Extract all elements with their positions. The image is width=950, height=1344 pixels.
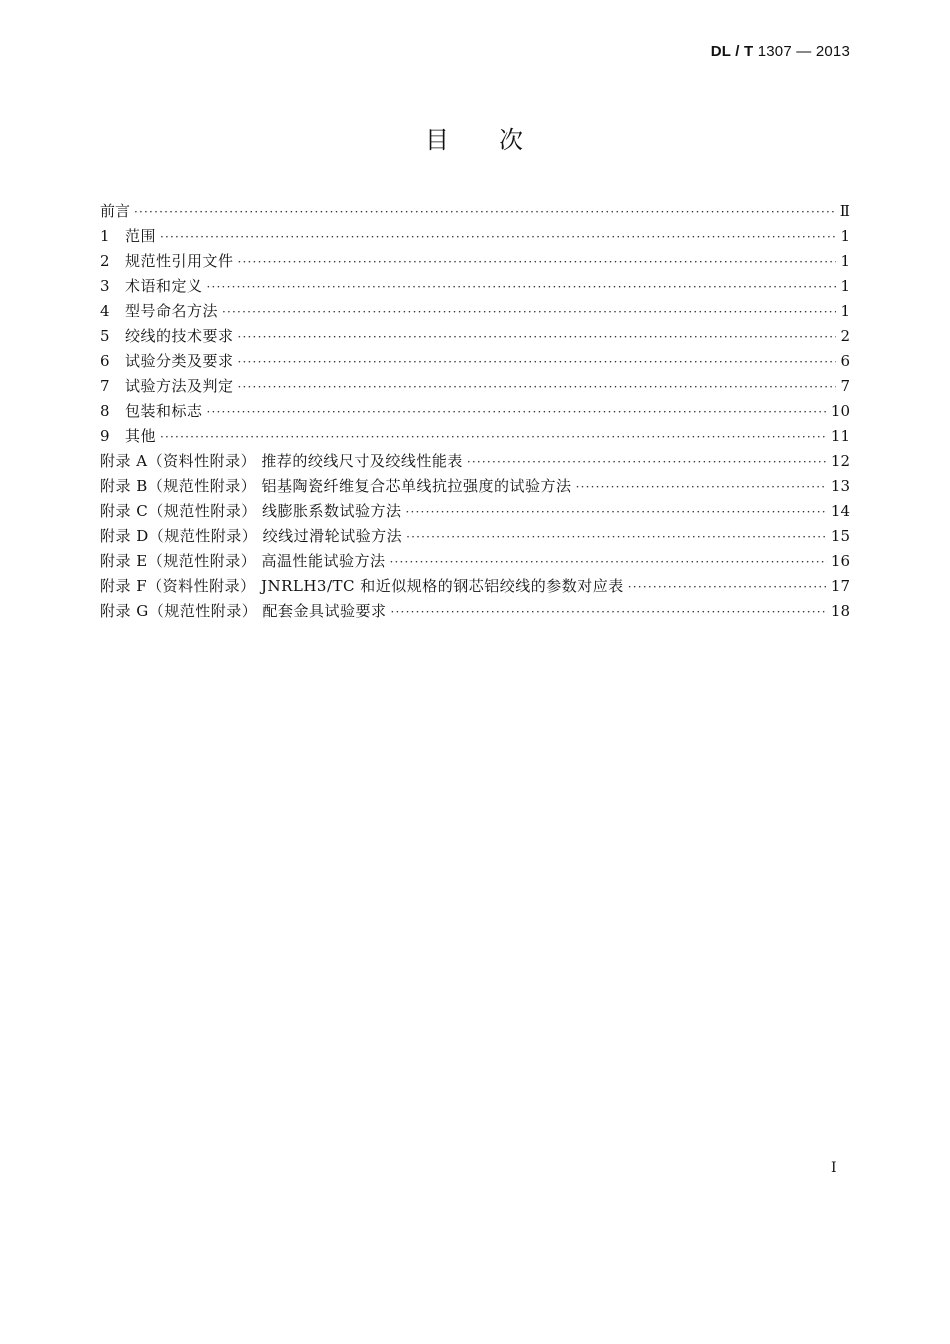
toc-section-number: 9	[100, 427, 110, 445]
toc-page-number: 17	[830, 577, 850, 595]
dot-leader	[390, 550, 827, 575]
toc-page-number: 12	[830, 452, 850, 470]
toc-entry-text: 绞线的技术要求	[125, 327, 234, 345]
toc-entry-text: 试验分类及要求	[125, 352, 234, 370]
toc-entry-terms[interactable]	[100, 274, 850, 299]
standard-code	[711, 43, 850, 60]
dot-leader	[160, 425, 827, 450]
dot-leader	[238, 325, 837, 350]
toc-entry-text: 试验方法及判定	[125, 377, 234, 395]
toc-page-number: Ⅱ	[839, 202, 850, 220]
toc-entry-text: 其他	[125, 427, 157, 445]
toc-page-number: 1	[840, 277, 850, 295]
dot-leader	[467, 450, 827, 475]
toc-entry-annex-g[interactable]	[100, 599, 850, 624]
toc-entry-annex-f[interactable]	[100, 574, 850, 599]
toc-entry-text: 附录 C（规范性附录） 线膨胀系数试验方法	[100, 502, 402, 520]
dot-leader	[238, 350, 837, 375]
page-title	[0, 120, 950, 155]
toc-page-number: 1	[840, 252, 850, 270]
toc-entry-test-methods[interactable]	[100, 374, 850, 399]
toc-entry-model-naming[interactable]	[100, 299, 850, 324]
toc-page-number: 7	[840, 377, 850, 395]
toc-entry-normative-references[interactable]	[100, 249, 850, 274]
dot-leader	[391, 600, 827, 625]
footer-page-number: I	[831, 1160, 837, 1176]
toc-entry-text: 型号命名方法	[125, 302, 219, 320]
toc-section-number: 3	[100, 277, 110, 295]
toc-entry-technical-requirements[interactable]	[100, 324, 850, 349]
toc-section-number: 7	[100, 377, 110, 395]
table-of-contents	[100, 199, 850, 624]
title-char-2: 次	[499, 126, 525, 154]
toc-page-number: 15	[830, 527, 850, 545]
toc-page-number: 10	[830, 402, 850, 420]
toc-page-number: 1	[840, 227, 850, 245]
toc-entry-annex-e[interactable]	[100, 549, 850, 574]
toc-entry-scope[interactable]	[100, 224, 850, 249]
toc-entry-packaging[interactable]	[100, 399, 850, 424]
toc-entry-text: 范围	[125, 227, 157, 245]
dot-leader	[222, 300, 836, 325]
toc-section-number: 4	[100, 302, 110, 320]
toc-entry-text: 包装和标志	[125, 402, 203, 420]
toc-page-number: 14	[830, 502, 850, 520]
standard-number: 1307 — 2013	[757, 43, 850, 60]
toc-section-number: 5	[100, 327, 110, 345]
toc-entry-text: 规范性引用文件	[125, 252, 234, 270]
toc-entry-text: 附录 A（资料性附录） 推荐的绞线尺寸及绞线性能表	[100, 452, 463, 470]
toc-page-number: 13	[830, 477, 850, 495]
toc-entry-annex-a[interactable]	[100, 449, 850, 474]
standard-prefix: DL / T	[710, 43, 754, 60]
toc-section-number: 1	[100, 227, 110, 245]
dot-leader	[406, 500, 827, 525]
dot-leader	[134, 200, 836, 225]
title-char-1: 目	[425, 126, 451, 154]
toc-entry-text: 附录 E（规范性附录） 高温性能试验方法	[100, 552, 386, 570]
toc-section-number: 6	[100, 352, 110, 370]
toc-entry-preface[interactable]	[100, 199, 850, 224]
toc-page-number: 18	[830, 602, 850, 620]
dot-leader	[207, 275, 837, 300]
toc-page-number: 1	[840, 302, 850, 320]
dot-leader	[207, 400, 827, 425]
toc-entry-annex-d[interactable]	[100, 524, 850, 549]
dot-leader	[238, 250, 837, 275]
toc-entry-text: 术语和定义	[125, 277, 203, 295]
toc-page-number: 11	[830, 427, 850, 445]
toc-page-number: 6	[840, 352, 850, 370]
dot-leader	[576, 475, 827, 500]
toc-page-number: 16	[830, 552, 850, 570]
toc-entry-other[interactable]	[100, 424, 850, 449]
toc-section-number: 2	[100, 252, 110, 270]
toc-entry-text: 前言	[100, 202, 131, 220]
toc-entry-annex-b[interactable]	[100, 474, 850, 499]
toc-entry-text: 附录 G（规范性附录） 配套金具试验要求	[100, 602, 387, 620]
toc-entry-text: 附录 F（资料性附录） JNRLH3/TC 和近似规格的钢芯铝绞线的参数对应表	[100, 577, 624, 595]
toc-section-number: 8	[100, 402, 110, 420]
toc-entry-text: 附录 D（规范性附录） 绞线过滑轮试验方法	[100, 527, 403, 545]
dot-leader	[628, 575, 827, 600]
dot-leader	[406, 525, 827, 550]
toc-entry-test-classification[interactable]	[100, 349, 850, 374]
toc-entry-annex-c[interactable]	[100, 499, 850, 524]
toc-entry-text: 附录 B（规范性附录） 铝基陶瓷纤维复合芯单线抗拉强度的试验方法	[100, 477, 572, 495]
dot-leader	[238, 375, 837, 400]
toc-page-number: 2	[840, 327, 850, 345]
dot-leader	[160, 225, 836, 250]
